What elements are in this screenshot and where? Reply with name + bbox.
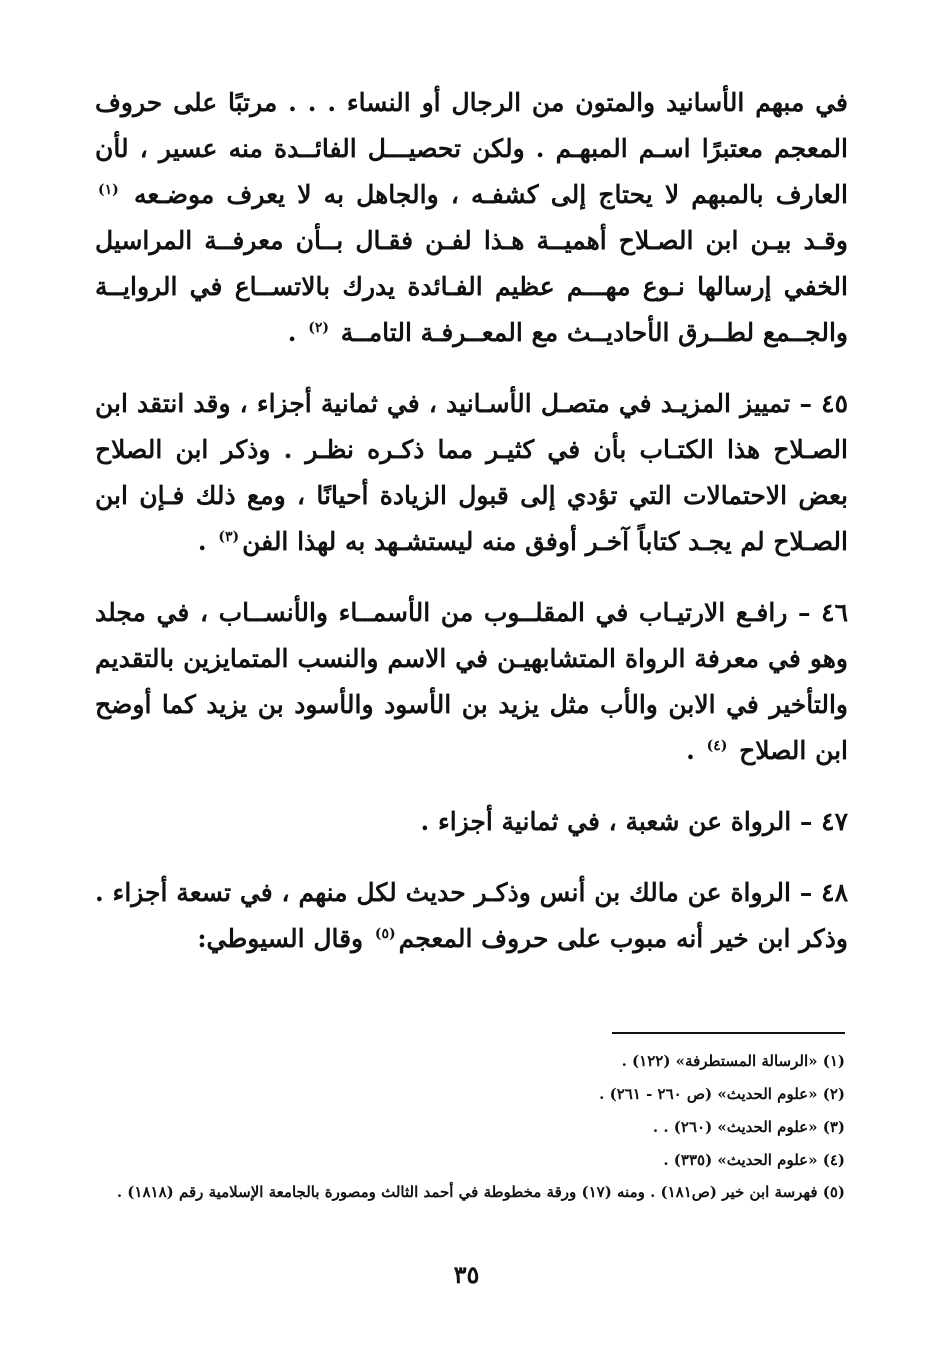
footnote-ref: (٣) bbox=[218, 528, 240, 545]
footnote-ref: (٤) bbox=[706, 737, 728, 754]
footnote-divider bbox=[612, 1032, 845, 1034]
paragraph-text: ٤٨ – الرواة عن مالك بن أنس وذكـر حديث لكل منهم ، في تسعة أجزاء . وذكر ابن خير أنه مبوب على حروف المعجم bbox=[95, 878, 848, 953]
paragraph-item-47 bbox=[95, 799, 848, 845]
footnote-3: (٣) «علوم الحديث» (٢٦٠) . . bbox=[652, 1118, 845, 1136]
footnote-ref: (١) bbox=[98, 181, 119, 198]
paragraph-text: ٤٥ – تمييز المزيـد في متصـل الأسـانيد ، في ثمانية أجزاء ، وقد انتقد ابن الصـلاح هذا الكتـاب بأن في كثيـر مما ذكـره نظـر . وذكر ابن الصلاح بعض الاحتمالات التي تؤدي إلى قبول الزيادة أحيانًا ، ومع ذلك فـإن ابن الصـلاح لم يجـد كتاباً آخـر أوفق منه ليستشـهد به لهذا الفن bbox=[95, 389, 848, 556]
main-text bbox=[95, 80, 848, 987]
paragraph-text: . bbox=[287, 318, 297, 347]
paragraph-text: . bbox=[197, 527, 207, 556]
footnotes bbox=[95, 1045, 845, 1208]
paragraph-intro bbox=[95, 80, 848, 356]
paragraph-item-46 bbox=[95, 590, 848, 774]
paragraph-text: ٤٦ – رافـع الارتيـاب في المقلــوب من الأسمــاء والأنســاب ، في مجلد وهو في معرفة الرواة المتشابهيـن في الاسم والنسب المتمايزين بالتقديم والتأخير في الابن والأب مثل يزيد بن الأسود والأسود بن يزيد كما أوضح ابن الصلاح bbox=[95, 598, 848, 765]
footnote-2: (٢) «علوم الحديث» (ص ٢٦٠ - ٢٦١) . bbox=[599, 1085, 845, 1103]
paragraph-text: في مبهم الأسانيد والمتون من الرجال أو النساء . . . مرتبًا على حروف المعجم معتبرًا اسـم المبهـم . ولكن تحصيـــل الفائــدة منه عسير ، لأن العارف بالمبهم لا يحتاج إلى كشفـه ، والجاهل به لا يعرف موضـعه bbox=[95, 88, 848, 209]
footnote-4: (٤) «علوم الحديث» (٣٣٥) . bbox=[663, 1151, 845, 1169]
paragraph-text: ٤٧ – الرواة عن شعبة ، في ثمانية أجزاء . bbox=[420, 807, 848, 836]
footnote-1: (١) «الرسالة المستطرفة» (١٢٢) . bbox=[621, 1052, 845, 1070]
paragraph-item-48 bbox=[95, 870, 848, 962]
footnote-ref: (٢) bbox=[308, 319, 330, 336]
footnote-ref: (٥) bbox=[374, 925, 396, 942]
paragraph-text: . bbox=[686, 736, 695, 765]
paragraph-item-45 bbox=[95, 381, 848, 565]
footnote-5: (٥) فهرسة ابن خير (ص١٨١) . ومنه (١٧) ورقة مخطوطة في أحمد الثالث ومصورة بالجامعة الإسلامية رقم (١٨١٨) . bbox=[116, 1183, 845, 1201]
page-number: ٣٥ bbox=[453, 1260, 480, 1289]
paragraph-text: وقـد بيـن ابن الصـلاح أهميــة هـذا لفـن فقـال بــأن معرفــة المراسيل الخفي إرسالها نـوع مهـــم عظيم الفـائدة يدرك بالاتســاع في الروايــة والجــمع لطــرق الأحاديــث مع المعــرفـة التامــة bbox=[95, 226, 848, 347]
paragraph-text: وقال السيوطي: bbox=[197, 924, 364, 953]
